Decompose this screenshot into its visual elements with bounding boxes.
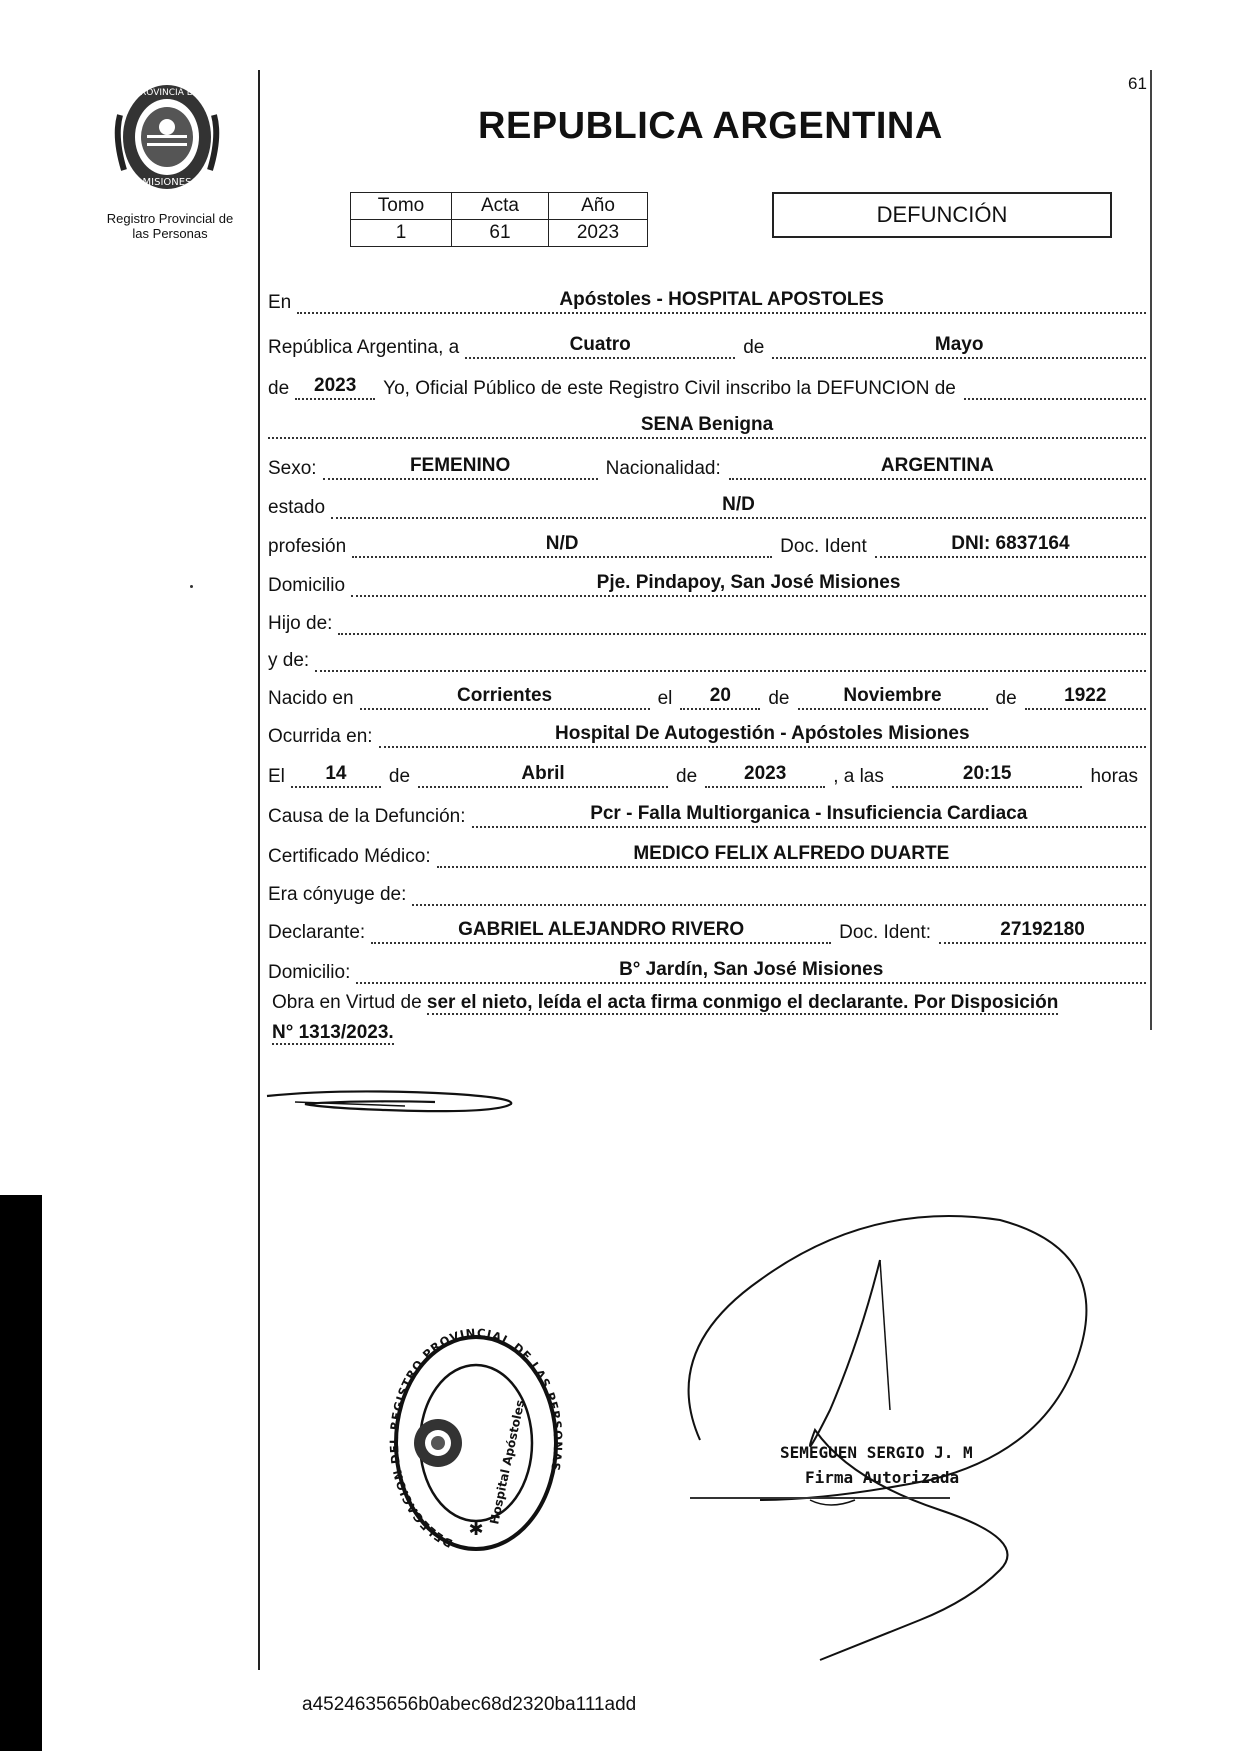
sexo-value: FEMENINO: [323, 455, 598, 480]
registry-name-line-2: las Personas: [132, 226, 208, 241]
row-domicilio2: [268, 952, 1146, 984]
document-type-box: DEFUNCIÓN: [772, 192, 1112, 238]
death-year: 2023: [705, 763, 825, 788]
obra-label: Obra en Virtud de: [272, 992, 422, 1013]
ocurrida-label: Ocurrida en:: [268, 726, 373, 747]
hijo-label: Hijo de:: [268, 613, 333, 634]
row-conyuge: [268, 874, 1146, 906]
tomo-header: Tomo: [351, 193, 452, 220]
signature-line: [690, 1497, 950, 1499]
row-name: [268, 407, 1146, 439]
death-de-label-2: de: [676, 766, 698, 787]
causa-value: Pcr - Falla Multiorganica - Insuficiencia Cardiaca: [472, 803, 1146, 828]
profesion-value: N/D: [352, 533, 772, 558]
signer-role: Firma Autorizada: [805, 1468, 960, 1487]
doc-ident-value: DNI: 6837164: [875, 533, 1146, 558]
domicilio-label: Domicilio: [268, 575, 346, 596]
certificado-label: Certificado Médico:: [268, 846, 431, 867]
scan-edge-bar: [0, 1195, 42, 1751]
inscribo-blank: [964, 397, 1146, 400]
row-nacido: [268, 678, 1146, 710]
acta-value: 61: [452, 220, 549, 247]
province-crest-logo: [110, 75, 225, 200]
causa-label: Causa de la Defunción:: [268, 806, 466, 827]
domicilio-value: Pje. Pindapoy, San José Misiones: [351, 572, 1146, 597]
en-label: En: [268, 292, 292, 313]
obra-paragraph: [272, 988, 1132, 1048]
document-hash: a4524635656b0abec68d2320ba111add: [302, 1694, 637, 1715]
doc-ident2-label: Doc. Ident:: [839, 922, 932, 943]
y-de-value: [315, 669, 1146, 672]
seal-outer-text: DELEGACION DEL REGISTRO PROVINCIAL DE LAS PERSONAS: [387, 1325, 566, 1551]
ocurrida-value: Hospital De Autogestión - Apóstoles Misiones: [379, 723, 1146, 748]
death-de-label-1: de: [388, 766, 411, 787]
row-certificado: [268, 836, 1146, 868]
inscribo-text: Yo, Oficial Público de este Registro Civil inscribo la DEFUNCION de: [383, 378, 956, 399]
logo-bottom-text: MISIONES: [142, 177, 192, 188]
row-declarante: [268, 912, 1146, 944]
birth-year: 1922: [1025, 685, 1146, 710]
horas-label: horas: [1090, 766, 1138, 787]
conyuge-value: [412, 903, 1146, 906]
birth-de-label-2: de: [995, 688, 1017, 709]
official-seal-stamp: [386, 1325, 566, 1565]
estado-label: estado: [268, 497, 326, 518]
row-estado: [268, 487, 1146, 519]
en-value: Apóstoles - HOSPITAL APOSTOLES: [297, 289, 1146, 314]
birth-day: 20: [680, 685, 760, 710]
profesion-label: profesión: [268, 536, 347, 557]
hijo-value: [338, 632, 1146, 635]
svg-text:DELEGACION DEL REGISTRO PROVIN: [387, 1326, 565, 1551]
row-year: [268, 368, 1146, 400]
sexo-label: Sexo:: [268, 458, 317, 479]
month-value: Mayo: [772, 334, 1146, 359]
anio-header: Año: [549, 193, 648, 220]
el-cap-label: El: [268, 766, 285, 787]
conyuge-label: Era cónyuge de:: [268, 884, 407, 905]
page-title: REPUBLICA ARGENTINA: [478, 105, 943, 147]
row-hijo: [268, 603, 1146, 635]
estado-value: N/D: [331, 494, 1146, 519]
doc-ident-label: Doc. Ident: [780, 536, 867, 557]
domicilio2-value: B° Jardín, San José Misiones: [356, 959, 1146, 984]
nacionalidad-label: Nacionalidad:: [605, 458, 721, 479]
registry-name-line-1: Registro Provincial de: [106, 211, 234, 226]
signer-name: SEMEGUEN SERGIO J. M: [780, 1443, 973, 1462]
death-month: Abril: [418, 763, 668, 788]
anio-value: 2023: [549, 220, 648, 247]
birth-month: Noviembre: [798, 685, 988, 710]
seal-star-icon: ✱: [468, 1519, 484, 1539]
nacionalidad-value: ARGENTINA: [729, 455, 1146, 480]
de-year-label: de: [268, 378, 290, 399]
declarante-value: GABRIEL ALEJANDRO RIVERO: [371, 919, 831, 944]
page-number: 61: [1128, 74, 1147, 93]
tomo-value: 1: [351, 220, 452, 247]
nacido-label: Nacido en: [268, 688, 354, 709]
death-day: 14: [291, 763, 381, 788]
declarante-label: Declarante:: [268, 922, 366, 943]
scan-speck: [190, 585, 193, 588]
birth-de-label-1: de: [768, 688, 790, 709]
right-border-line: [1150, 70, 1152, 1030]
row-el: [268, 756, 1146, 788]
deceased-name: SENA Benigna: [268, 414, 1146, 439]
row-ocurrida: [268, 716, 1146, 748]
left-border-line: [258, 70, 260, 1670]
row-profesion: [268, 526, 1146, 558]
reference-table: [350, 192, 648, 247]
day-value: Cuatro: [465, 334, 735, 359]
a-las-label: , a las: [833, 766, 884, 787]
row-en: [268, 282, 1146, 314]
row-y-de: [268, 640, 1146, 672]
row-causa: [268, 796, 1146, 828]
year-value: 2023: [295, 375, 375, 400]
y-de-label: y de:: [268, 650, 310, 671]
row-sexo: [268, 448, 1146, 480]
nacido-value: Corrientes: [360, 685, 650, 710]
doc-ident2-value: 27192180: [939, 919, 1146, 944]
de-label: de: [743, 337, 765, 358]
official-signature: [640, 1180, 1130, 1680]
registry-name: [90, 211, 250, 241]
reference-value-row: [351, 220, 648, 247]
row-republica: [268, 327, 1146, 359]
domicilio2-label: Domicilio:: [268, 962, 351, 983]
logo-top-text: PROVINCIA DE: [134, 88, 200, 98]
el-label: el: [657, 688, 673, 709]
obra-value-1: ser el nieto, leída el acta firma conmigo el declarante. Por Disposición: [426, 992, 1059, 1013]
row-domicilio: [268, 565, 1146, 597]
death-time: 20:15: [892, 763, 1083, 788]
reference-header-row: [351, 193, 648, 220]
acta-header: Acta: [452, 193, 549, 220]
declarant-signature: [265, 1082, 525, 1122]
republica-label: República Argentina, a: [268, 337, 460, 358]
obra-value-2: N° 1313/2023.: [272, 1022, 394, 1043]
seal-inner-text: Hospital Apóstoles: [487, 1398, 528, 1526]
certificado-value: MEDICO FELIX ALFREDO DUARTE: [437, 843, 1146, 868]
